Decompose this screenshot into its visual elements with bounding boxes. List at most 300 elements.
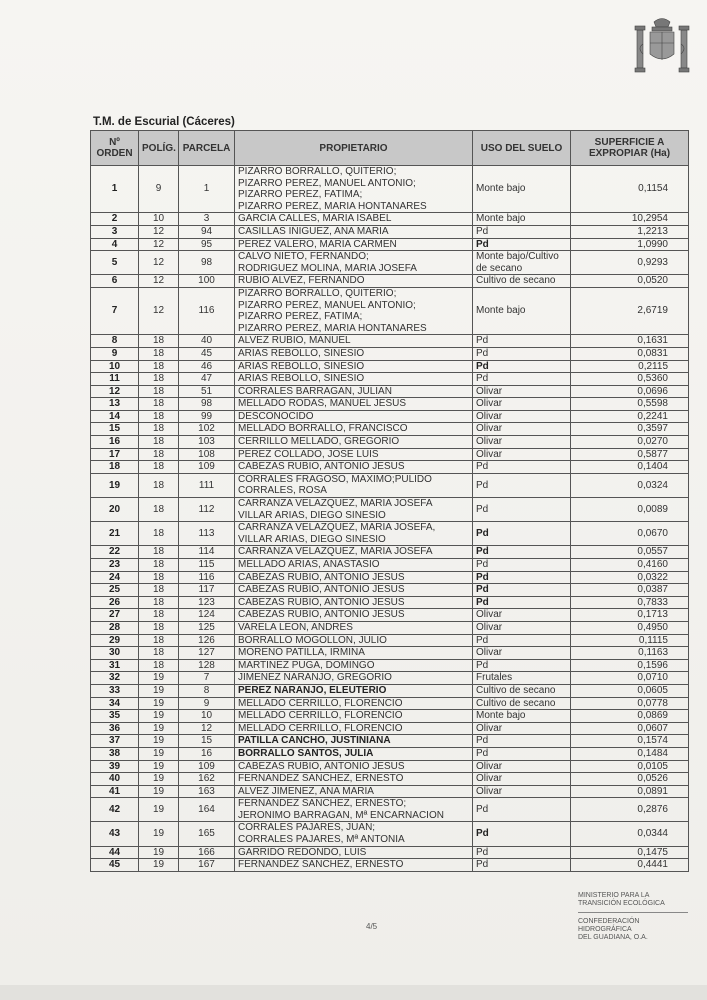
cell-propietario	[235, 760, 473, 773]
cell-uso: Pd	[473, 798, 571, 822]
cell-polig: 9	[139, 166, 179, 213]
cell-propietario	[235, 621, 473, 634]
cell-superficie: 0,9293	[571, 251, 689, 275]
owner-name: MELLADO CERRILLO, FLORENCIO	[238, 710, 403, 722]
cell-polig: 19	[139, 722, 179, 735]
cell-parcela: 10	[179, 710, 235, 723]
cell-parcela: 8	[179, 684, 235, 697]
cell-orden: 15	[91, 423, 139, 436]
owner-name: FERNANDEZ SANCHEZ, ERNESTO	[238, 859, 404, 871]
cell-uso: Pd	[473, 498, 571, 522]
cell-orden: 33	[91, 684, 139, 697]
scan-edge	[0, 985, 707, 1000]
cell-propietario	[235, 275, 473, 288]
cell-parcela: 95	[179, 238, 235, 251]
table-row	[91, 522, 689, 546]
cell-uso: Olivar	[473, 773, 571, 786]
table-row	[91, 410, 689, 423]
owner-name: PEREZ COLLADO, JOSE LUIS	[238, 448, 379, 460]
cell-superficie: 0,4160	[571, 559, 689, 572]
cell-uso: Cultivo de secano	[473, 684, 571, 697]
cell-parcela: 116	[179, 571, 235, 584]
table-row	[91, 747, 689, 760]
cell-orden: 11	[91, 373, 139, 386]
cell-superficie: 0,5598	[571, 398, 689, 411]
cell-uso: Frutales	[473, 672, 571, 685]
table-row	[91, 672, 689, 685]
cell-superficie: 1,0990	[571, 238, 689, 251]
cell-parcela: 123	[179, 596, 235, 609]
cell-polig: 18	[139, 571, 179, 584]
cell-parcela: 45	[179, 347, 235, 360]
table-row	[91, 822, 689, 846]
table-row	[91, 360, 689, 373]
cell-polig: 19	[139, 846, 179, 859]
header-orden: Nº ORDEN	[91, 131, 139, 166]
cell-uso: Pd	[473, 571, 571, 584]
cell-orden: 6	[91, 275, 139, 288]
header-superficie: SUPERFICIE A EXPROPIAR (Ha)	[571, 131, 689, 166]
cell-orden: 2	[91, 213, 139, 226]
cell-polig: 18	[139, 609, 179, 622]
owner-name: ALVEZ RUBIO, MANUEL	[238, 335, 351, 347]
cell-orden: 30	[91, 647, 139, 660]
owner-name: CARRANZA VELAZQUEZ, MARIA JOSEFA	[238, 546, 433, 558]
table-row	[91, 859, 689, 872]
cell-parcela: 51	[179, 385, 235, 398]
cell-propietario	[235, 822, 473, 846]
owner-name: PIZARRO PEREZ, MARIA HONTANARES	[238, 322, 427, 334]
cell-orden: 7	[91, 287, 139, 334]
cell-superficie: 0,0831	[571, 347, 689, 360]
cell-orden: 39	[91, 760, 139, 773]
cell-superficie: 0,0105	[571, 760, 689, 773]
cell-polig: 18	[139, 335, 179, 348]
cell-uso: Pd	[473, 659, 571, 672]
cell-propietario	[235, 584, 473, 597]
cell-superficie: 0,2241	[571, 410, 689, 423]
cell-propietario	[235, 436, 473, 449]
cell-propietario	[235, 672, 473, 685]
cell-superficie: 0,0605	[571, 684, 689, 697]
cell-polig: 18	[139, 448, 179, 461]
cell-uso: Pd	[473, 859, 571, 872]
cell-polig: 18	[139, 436, 179, 449]
cell-uso: Olivar	[473, 398, 571, 411]
owner-name: CORRALES PAJARES, Mª ANTONIA	[238, 834, 405, 846]
cell-uso: Pd	[473, 584, 571, 597]
table-row	[91, 498, 689, 522]
table-row	[91, 385, 689, 398]
cell-orden: 5	[91, 251, 139, 275]
cell-propietario	[235, 596, 473, 609]
table-row	[91, 398, 689, 411]
cell-orden: 23	[91, 559, 139, 572]
owner-name: MARTINEZ PUGA, DOMINGO	[238, 659, 375, 671]
cell-superficie: 0,0387	[571, 584, 689, 597]
cell-superficie: 0,0778	[571, 697, 689, 710]
header-uso: USO DEL SUELO	[473, 131, 571, 166]
cell-polig: 18	[139, 347, 179, 360]
table-row	[91, 735, 689, 748]
cell-uso: Pd	[473, 461, 571, 474]
cell-superficie: 0,3597	[571, 423, 689, 436]
cell-polig: 19	[139, 785, 179, 798]
table-row	[91, 347, 689, 360]
cell-superficie: 0,1484	[571, 747, 689, 760]
owner-name: CORRALES BARRAGAN, JULIAN	[238, 385, 392, 397]
cell-propietario	[235, 238, 473, 251]
cell-orden: 40	[91, 773, 139, 786]
page-number: 4/5	[366, 922, 378, 931]
cell-superficie: 1,2213	[571, 225, 689, 238]
cell-propietario	[235, 347, 473, 360]
cell-parcela: 98	[179, 251, 235, 275]
cell-uso: Pd	[473, 522, 571, 546]
owner-name: CARRANZA VELAZQUEZ, MARIA JOSEFA	[238, 498, 433, 510]
cell-uso: Olivar	[473, 785, 571, 798]
owner-name: CABEZAS RUBIO, ANTONIO JESUS	[238, 584, 405, 596]
owner-name: PIZARRO PEREZ, FATIMA;	[238, 189, 363, 201]
cell-orden: 29	[91, 634, 139, 647]
cell-polig: 19	[139, 760, 179, 773]
table-row	[91, 423, 689, 436]
cell-propietario	[235, 684, 473, 697]
cell-parcela: 99	[179, 410, 235, 423]
cell-propietario	[235, 373, 473, 386]
footer-divider	[578, 912, 688, 913]
owner-name: CORRALES, ROSA	[238, 485, 327, 497]
cell-propietario	[235, 634, 473, 647]
cell-orden: 41	[91, 785, 139, 798]
owner-name: JERONIMO BARRAGAN, Mª ENCARNACION	[238, 809, 444, 821]
header-polig: POLÍG.	[139, 131, 179, 166]
cell-uso: Olivar	[473, 410, 571, 423]
table-row	[91, 373, 689, 386]
cell-propietario	[235, 423, 473, 436]
cell-uso: Olivar	[473, 448, 571, 461]
cell-polig: 18	[139, 647, 179, 660]
cell-polig: 18	[139, 634, 179, 647]
cell-orden: 10	[91, 360, 139, 373]
cell-superficie: 0,0557	[571, 546, 689, 559]
owner-name: PIZARRO PEREZ, MANUEL ANTONIO;	[238, 177, 416, 189]
cell-superficie: 0,1713	[571, 609, 689, 622]
cell-orden: 45	[91, 859, 139, 872]
owner-name: BORRALLO MOGOLLON, JULIO	[238, 634, 387, 646]
owner-name: VILLAR ARIAS, DIEGO SINESIO	[238, 509, 386, 521]
cell-propietario	[235, 410, 473, 423]
cell-orden: 27	[91, 609, 139, 622]
cell-parcela: 16	[179, 747, 235, 760]
cell-orden: 18	[91, 461, 139, 474]
owner-name: FERNANDEZ SANCHEZ, ERNESTO;	[238, 798, 407, 810]
cell-polig: 18	[139, 621, 179, 634]
owner-name: RUBIO ALVEZ, FERNANDO	[238, 275, 365, 287]
cell-polig: 10	[139, 213, 179, 226]
table-row	[91, 436, 689, 449]
cell-superficie: 0,7833	[571, 596, 689, 609]
cell-uso: Olivar	[473, 423, 571, 436]
cell-parcela: 46	[179, 360, 235, 373]
table-row	[91, 166, 689, 213]
owner-name: CABEZAS RUBIO, ANTONIO JESUS	[238, 609, 405, 621]
cell-parcela: 115	[179, 559, 235, 572]
cell-polig: 18	[139, 522, 179, 546]
ministry-name	[578, 892, 665, 908]
cell-parcela: 102	[179, 423, 235, 436]
cell-uso: Monte bajo	[473, 710, 571, 723]
cell-polig: 18	[139, 373, 179, 386]
cell-superficie: 0,1631	[571, 335, 689, 348]
cell-parcela: 108	[179, 448, 235, 461]
cell-superficie: 0,0324	[571, 473, 689, 497]
table-row	[91, 546, 689, 559]
table-row	[91, 238, 689, 251]
cell-orden: 20	[91, 498, 139, 522]
cell-orden: 8	[91, 335, 139, 348]
cell-propietario	[235, 647, 473, 660]
cell-superficie: 0,0696	[571, 385, 689, 398]
cell-parcela: 167	[179, 859, 235, 872]
cell-uso: Olivar	[473, 722, 571, 735]
owner-name: CORRALES FRAGOSO, MAXIMO;PULIDO	[238, 473, 432, 485]
cell-superficie: 0,1404	[571, 461, 689, 474]
cell-parcela: 128	[179, 659, 235, 672]
cell-polig: 19	[139, 735, 179, 748]
owner-name: CARRANZA VELAZQUEZ, MARIA JOSEFA,	[238, 522, 436, 534]
owner-name: PEREZ VALERO, MARIA CARMEN	[238, 238, 397, 250]
cell-uso: Pd	[473, 747, 571, 760]
owner-name: GARRIDO REDONDO, LUIS	[238, 846, 367, 858]
owner-name: CABEZAS RUBIO, ANTONIO JESUS	[238, 596, 405, 608]
header-parcela: PARCELA	[179, 131, 235, 166]
cell-superficie: 0,0270	[571, 436, 689, 449]
cell-superficie: 0,2115	[571, 360, 689, 373]
cell-propietario	[235, 461, 473, 474]
cell-orden: 14	[91, 410, 139, 423]
cell-propietario	[235, 213, 473, 226]
cell-uso: Monte bajo/Cultivo de secano	[473, 251, 571, 275]
cell-superficie: 0,5360	[571, 373, 689, 386]
owner-name: CABEZAS RUBIO, ANTONIO JESUS	[238, 571, 405, 583]
cell-orden: 4	[91, 238, 139, 251]
cell-parcela: 103	[179, 436, 235, 449]
cell-uso: Monte bajo	[473, 287, 571, 334]
cell-parcela: 7	[179, 672, 235, 685]
cell-orden: 37	[91, 735, 139, 748]
table-row	[91, 287, 689, 334]
cell-superficie: 0,0607	[571, 722, 689, 735]
cell-uso: Olivar	[473, 385, 571, 398]
table-row	[91, 846, 689, 859]
cell-polig: 18	[139, 596, 179, 609]
table-row	[91, 710, 689, 723]
cell-propietario	[235, 773, 473, 786]
cell-propietario	[235, 735, 473, 748]
cell-uso: Monte bajo	[473, 166, 571, 213]
cell-propietario	[235, 697, 473, 710]
cell-propietario	[235, 251, 473, 275]
cell-polig: 19	[139, 747, 179, 760]
owner-name: ARIAS REBOLLO, SINESIO	[238, 360, 365, 372]
cell-superficie: 0,0670	[571, 522, 689, 546]
cell-propietario	[235, 385, 473, 398]
cell-orden: 35	[91, 710, 139, 723]
cell-orden: 24	[91, 571, 139, 584]
table-row	[91, 609, 689, 622]
table-row	[91, 251, 689, 275]
cell-polig: 18	[139, 473, 179, 497]
cell-uso: Monte bajo	[473, 213, 571, 226]
cell-uso: Pd	[473, 846, 571, 859]
cell-parcela: 12	[179, 722, 235, 735]
cell-superficie: 2,6719	[571, 287, 689, 334]
owner-name: PEREZ NARANJO, ELEUTERIO	[238, 684, 387, 696]
cell-superficie: 0,1163	[571, 647, 689, 660]
cell-orden: 13	[91, 398, 139, 411]
cell-propietario	[235, 398, 473, 411]
owner-name: RODRIGUEZ MOLINA, MARIA JOSEFA	[238, 262, 417, 274]
cell-uso: Pd	[473, 225, 571, 238]
cell-parcela: 100	[179, 275, 235, 288]
cell-orden: 43	[91, 822, 139, 846]
table-row	[91, 584, 689, 597]
table-row	[91, 621, 689, 634]
cell-orden: 31	[91, 659, 139, 672]
cell-uso: Olivar	[473, 621, 571, 634]
cell-propietario	[235, 571, 473, 584]
cell-parcela: 94	[179, 225, 235, 238]
cell-uso: Pd	[473, 735, 571, 748]
cell-parcela: 165	[179, 822, 235, 846]
cell-polig: 19	[139, 710, 179, 723]
cell-superficie: 0,0526	[571, 773, 689, 786]
table-row	[91, 785, 689, 798]
cell-superficie: 0,1115	[571, 634, 689, 647]
confederation-name	[578, 918, 648, 942]
cell-orden: 38	[91, 747, 139, 760]
cell-uso: Pd	[473, 238, 571, 251]
coat-of-arms-emblem	[632, 14, 692, 82]
cell-propietario	[235, 559, 473, 572]
owner-name: VARELA LEON, ANDRES	[238, 621, 353, 633]
ministry-line: TRANSICIÓN ECOLÓGICA	[578, 900, 665, 907]
cell-parcela: 116	[179, 287, 235, 334]
cell-parcela: 40	[179, 335, 235, 348]
owner-name: CABEZAS RUBIO, ANTONIO JESUS	[238, 760, 405, 772]
cell-parcela: 163	[179, 785, 235, 798]
cell-polig: 19	[139, 822, 179, 846]
cell-propietario	[235, 798, 473, 822]
cell-polig: 19	[139, 859, 179, 872]
cell-propietario	[235, 747, 473, 760]
owner-name: PATILLA CANCHO, JUSTINIANA	[238, 735, 391, 747]
cell-orden: 16	[91, 436, 139, 449]
cell-propietario	[235, 166, 473, 213]
cell-parcela: 47	[179, 373, 235, 386]
expropriation-table	[90, 130, 689, 872]
cell-orden: 22	[91, 546, 139, 559]
cell-propietario	[235, 498, 473, 522]
owner-name: MELLADO CERRILLO, FLORENCIO	[238, 697, 403, 709]
owner-name: MELLADO ARIAS, ANASTASIO	[238, 559, 380, 570]
table-row	[91, 335, 689, 348]
cell-parcela: 114	[179, 546, 235, 559]
table-row	[91, 684, 689, 697]
cell-parcela: 117	[179, 584, 235, 597]
table-row	[91, 213, 689, 226]
cell-orden: 34	[91, 697, 139, 710]
cell-uso: Cultivo de secano	[473, 697, 571, 710]
cell-parcela: 109	[179, 461, 235, 474]
cell-superficie: 0,1154	[571, 166, 689, 213]
cell-superficie: 0,1574	[571, 735, 689, 748]
cell-propietario	[235, 448, 473, 461]
cell-uso: Olivar	[473, 760, 571, 773]
cell-propietario	[235, 785, 473, 798]
cell-propietario	[235, 609, 473, 622]
header-propietario: PROPIETARIO	[235, 131, 473, 166]
cell-parcela: 112	[179, 498, 235, 522]
cell-orden: 12	[91, 385, 139, 398]
cell-orden: 32	[91, 672, 139, 685]
table-row	[91, 773, 689, 786]
owner-name: PIZARRO BORRALLO, QUITERIO;	[238, 166, 397, 177]
cell-orden: 19	[91, 473, 139, 497]
cell-propietario	[235, 710, 473, 723]
owner-name: FERNANDEZ SANCHEZ, ERNESTO	[238, 773, 404, 785]
cell-orden: 26	[91, 596, 139, 609]
cell-parcela: 15	[179, 735, 235, 748]
cell-superficie: 0,4441	[571, 859, 689, 872]
confederation-line: DEL GUADIANA, O.A.	[578, 934, 648, 941]
owner-name: JIMENEZ NARANJO, GREGORIO	[238, 672, 392, 684]
table-row	[91, 473, 689, 497]
table-row	[91, 559, 689, 572]
owner-name: BORRALLO SANTOS, JULIA	[238, 747, 374, 759]
cell-polig: 19	[139, 697, 179, 710]
table-row	[91, 760, 689, 773]
table-row	[91, 225, 689, 238]
cell-orden: 21	[91, 522, 139, 546]
cell-propietario	[235, 846, 473, 859]
cell-polig: 18	[139, 360, 179, 373]
cell-parcela: 3	[179, 213, 235, 226]
cell-propietario	[235, 225, 473, 238]
cell-parcela: 113	[179, 522, 235, 546]
owner-name: MELLADO RODAS, MANUEL JESUS	[238, 398, 407, 410]
cell-uso: Pd	[473, 473, 571, 497]
cell-polig: 19	[139, 684, 179, 697]
table-row	[91, 798, 689, 822]
owner-name: ALVEZ JIMENEZ, ANA MARIA	[238, 785, 374, 797]
table-row	[91, 571, 689, 584]
owner-name: CASILLAS IÑIGUEZ, ANA MARIA	[238, 225, 389, 237]
cell-superficie: 0,0322	[571, 571, 689, 584]
cell-polig: 18	[139, 584, 179, 597]
cell-polig: 12	[139, 251, 179, 275]
owner-name: ARIAS REBOLLO, SINESIO	[238, 347, 365, 359]
owner-name: CALVO NIETO, FERNANDO;	[238, 251, 369, 263]
cell-uso: Pd	[473, 360, 571, 373]
table-row	[91, 634, 689, 647]
cell-uso: Pd	[473, 347, 571, 360]
cell-parcela: 126	[179, 634, 235, 647]
cell-superficie: 0,2876	[571, 798, 689, 822]
owner-name: MELLADO BORRALLO, FRANCISCO	[238, 423, 408, 435]
owner-name: VILLAR ARIAS, DIEGO SINESIO	[238, 533, 386, 545]
